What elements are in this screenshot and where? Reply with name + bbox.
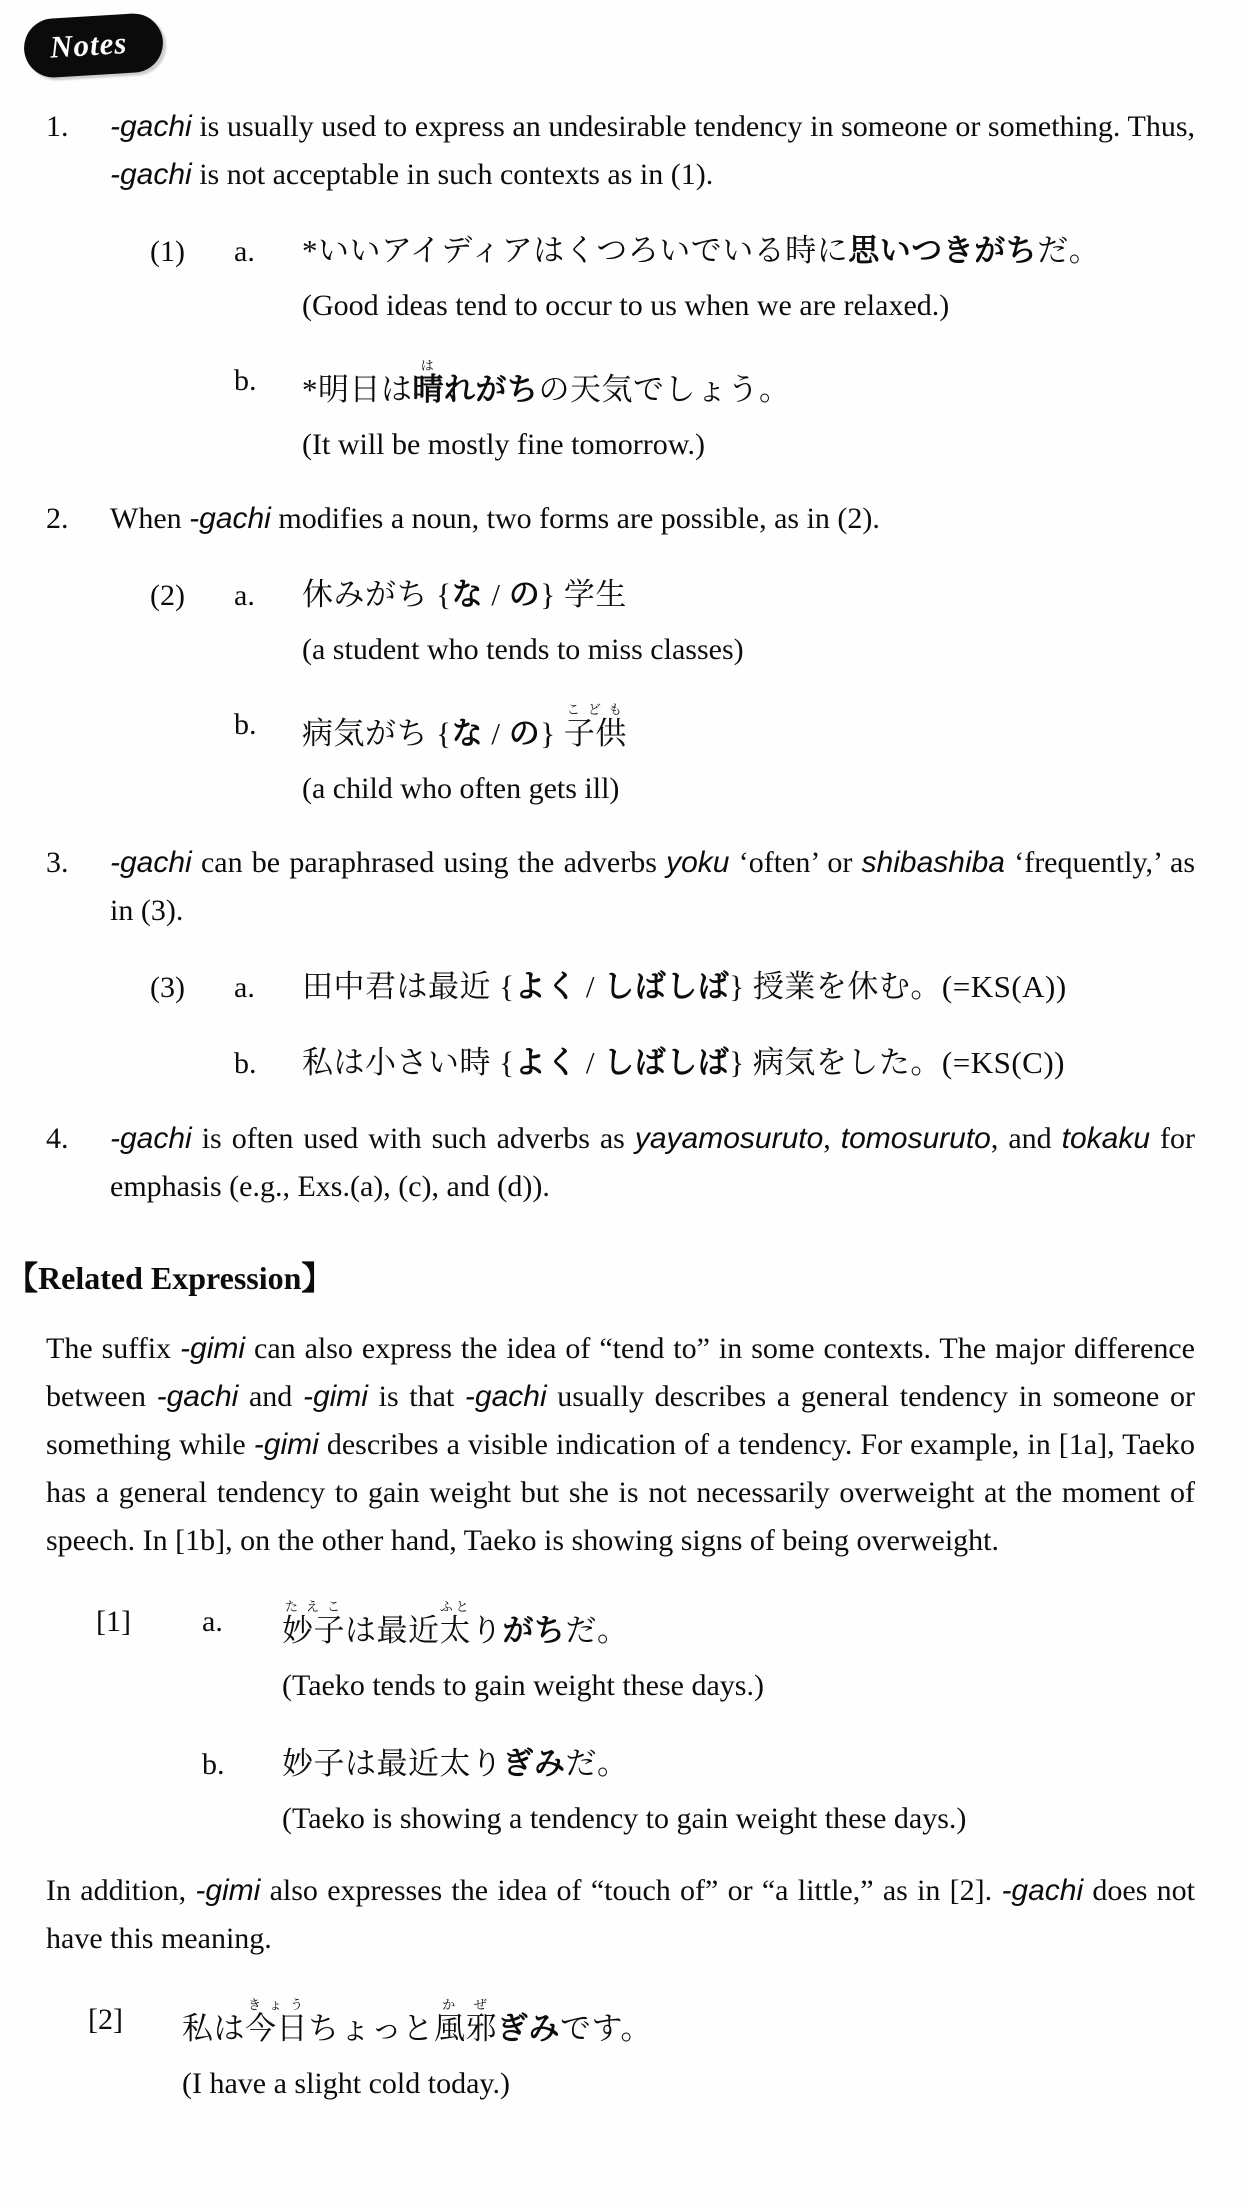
japanese-sentence: 妙子たえこは最近太ふとりがちだ。 bbox=[282, 1598, 629, 1648]
english-translation: (It will be mostly fine tomorrow.) bbox=[302, 427, 705, 461]
example-content bbox=[302, 1041, 1195, 1087]
example-letter: a. bbox=[234, 235, 255, 268]
example-letter: a. bbox=[202, 1604, 223, 1638]
note-body: -gachi is often used with such adverbs as yayamosuruto, tomosuruto, and tokaku for emphasis (e.g., Exs.(a), (c), and (d)). bbox=[110, 1121, 1195, 1203]
note-item-2 bbox=[46, 495, 1195, 543]
example-row-1b bbox=[46, 358, 1195, 467]
example-letter: b. bbox=[202, 1747, 225, 1781]
japanese-sentence: *いいアイディアはくつろいでいる時に思いつきがちだ。 bbox=[302, 233, 1101, 268]
related-expression-paragraph-2: In addition, -gimi also expresses the idea of “touch of” or “a little,” as in [2]. -gachi does not have this meaning. bbox=[46, 1873, 1196, 1955]
english-translation: (I have a slight cold today.) bbox=[182, 2066, 510, 2100]
example-group-label bbox=[150, 358, 234, 467]
example-row-2b bbox=[46, 702, 1195, 811]
notes-badge-label: Notes bbox=[48, 24, 129, 65]
example-group-label bbox=[150, 702, 234, 811]
japanese-sentence: 私は小さい時 {よく / しばしば} 病気をした。(=KS(C)) bbox=[302, 1044, 1065, 1080]
japanese-sentence: 妙子は最近太りぎみだ。 bbox=[282, 1745, 629, 1781]
example-group-label: [1] bbox=[96, 1604, 131, 1638]
re-example-row-2 bbox=[46, 1997, 1195, 2106]
example-content bbox=[302, 965, 1195, 1011]
example-group-label: (2) bbox=[150, 578, 185, 612]
related-expression-paragraph-1: The suffix -gimi can also express the idea of “tend to” in some contexts. The major difference between -gachi and -gimi is that -gachi usually describes a general tendency in someone or something while -gimi describes a visible indication of a tendency. For example, in [1a], Taeko has a general tendency to gain weight but she is not necessarily overweight at the moment of speech. In [1b], on the other hand, Taeko is showing signs of being overweight. bbox=[46, 1331, 1195, 1557]
note-item-1 bbox=[46, 103, 1195, 199]
english-translation: (Taeko is showing a tendency to gain weight these days.) bbox=[282, 1801, 967, 1835]
note-number: 2. bbox=[46, 501, 69, 535]
example-content bbox=[302, 229, 1195, 328]
english-translation: (a child who often gets ill) bbox=[302, 771, 620, 805]
example-letter: a. bbox=[234, 970, 255, 1004]
re-example-row-1b bbox=[46, 1742, 1195, 1841]
example-row-1a bbox=[46, 229, 1195, 328]
note-body: -gachi is usually used to express an undesirable tendency in someone or something. Thus, -gachi is not acceptable in such contexts as in (1). bbox=[110, 110, 1195, 191]
note-body: -gachi can be paraphrased using the adverbs yoku ‘often’ or shibashiba ‘frequently,’ as in (3). bbox=[110, 845, 1196, 927]
english-translation: (Taeko tends to gain weight these days.) bbox=[282, 1668, 764, 1702]
english-translation: (Good ideas tend to occur to us when we are relaxed.) bbox=[302, 288, 950, 322]
example-letter: b. bbox=[234, 707, 257, 741]
japanese-sentence: 病気がち {な / の} 子供こども bbox=[302, 701, 627, 751]
example-row-2a bbox=[46, 573, 1195, 672]
related-expression-heading: 【Related Expression】 bbox=[6, 1259, 334, 1296]
note-body: When -gachi modifies a noun, two forms are possible, as in (2). bbox=[110, 501, 880, 535]
japanese-sentence: 私は今日きょうちょっと風邪かぜぎみです。 bbox=[182, 1996, 653, 2046]
notes-badge bbox=[22, 12, 165, 79]
example-group-label bbox=[96, 1742, 202, 1841]
note-item-4 bbox=[46, 1115, 1195, 1211]
example-content bbox=[302, 573, 1195, 672]
example-group-label: [2] bbox=[88, 2002, 123, 2036]
note-item-3 bbox=[46, 839, 1195, 935]
example-letter: b. bbox=[234, 1046, 257, 1080]
japanese-sentence: 休みがち {な / の} 学生 bbox=[302, 576, 627, 612]
example-row-3b bbox=[46, 1041, 1195, 1087]
example-letter: a. bbox=[234, 578, 255, 612]
example-content bbox=[302, 358, 1195, 467]
japanese-sentence: *明日は晴はれがちの天気でしょう。 bbox=[302, 357, 791, 407]
example-group-label: (3) bbox=[150, 970, 185, 1004]
example-group-label: (1) bbox=[150, 235, 185, 268]
example-content bbox=[182, 1997, 1195, 2106]
example-letter: b. bbox=[234, 363, 257, 397]
example-content bbox=[282, 1742, 1195, 1841]
example-content bbox=[282, 1599, 1195, 1708]
example-content bbox=[302, 702, 1195, 811]
note-number: 3. bbox=[46, 845, 69, 879]
note-number: 4. bbox=[46, 1121, 69, 1155]
re-example-row-1a bbox=[46, 1599, 1195, 1708]
japanese-sentence: 田中君は最近 {よく / しばしば} 授業を休む。(=KS(A)) bbox=[302, 968, 1067, 1004]
example-row-3a bbox=[46, 965, 1195, 1011]
english-translation: (a student who tends to miss classes) bbox=[302, 632, 744, 666]
example-group-label bbox=[150, 1041, 234, 1087]
note-number: 1. bbox=[46, 110, 69, 143]
